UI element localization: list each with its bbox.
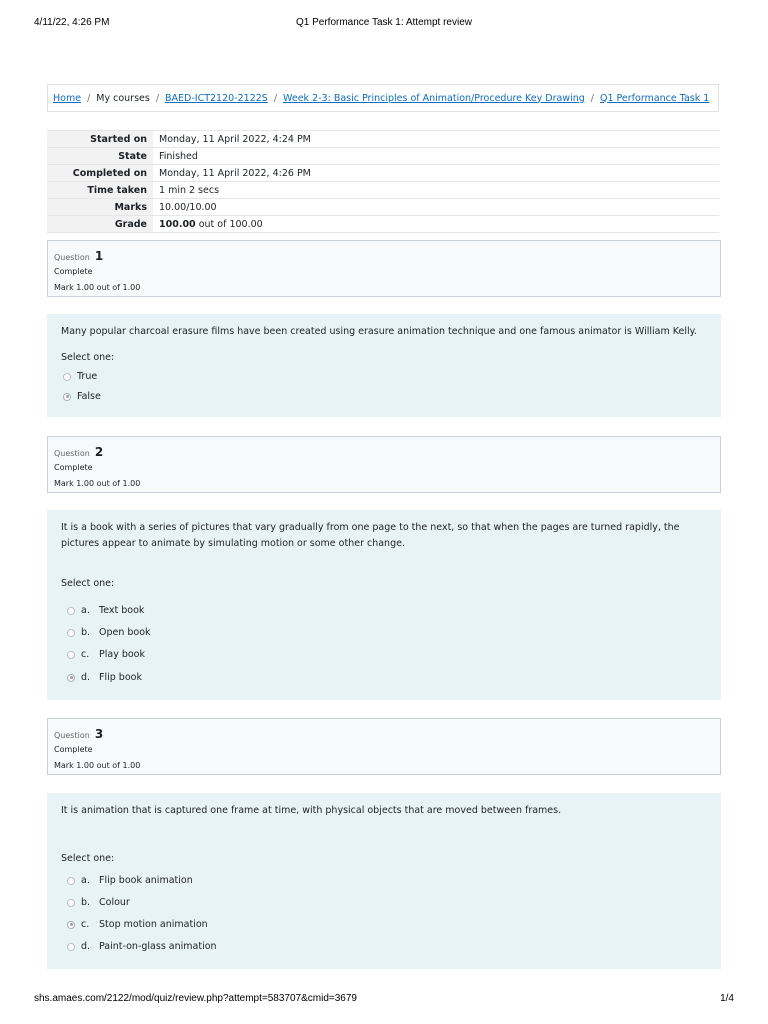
option-letter: c. bbox=[81, 649, 90, 660]
question-text: Many popular charcoal erasure films have been created using erasure animation technique and one famous animator is William Kelly. bbox=[61, 326, 697, 337]
option-letter: d. bbox=[81, 941, 91, 952]
radio-button[interactable] bbox=[67, 943, 75, 951]
print-header bbox=[34, 17, 734, 31]
summary-value: 1 min 2 secs bbox=[153, 182, 719, 199]
answer-option-c[interactable] bbox=[67, 649, 145, 660]
option-text: False bbox=[77, 391, 101, 402]
question-mark: Mark 1.00 out of 1.00 bbox=[54, 761, 141, 770]
question-mark: Mark 1.00 out of 1.00 bbox=[54, 479, 141, 488]
radio-button-checked[interactable] bbox=[67, 674, 75, 682]
question-text: It is animation that is captured one frame at time, with physical objects that are moved between frames. bbox=[61, 805, 562, 816]
breadcrumb-home-link[interactable]: Home bbox=[53, 92, 82, 104]
option-text: Text book bbox=[99, 605, 145, 616]
question-number: 1 bbox=[94, 249, 104, 263]
question-label: Question bbox=[54, 731, 90, 740]
breadcrumb-course-link[interactable]: BAED-ICT2120-2122S bbox=[165, 92, 268, 104]
question-label: Question bbox=[54, 449, 90, 458]
answer-option-true[interactable] bbox=[63, 371, 97, 382]
answer-option-c[interactable] bbox=[67, 919, 208, 930]
print-url: shs.amaes.com/2122/mod/quiz/review.php?attempt=583707&cmid=3679 bbox=[34, 993, 357, 1004]
option-text: Open book bbox=[99, 627, 151, 638]
summary-row-marks bbox=[47, 199, 719, 216]
answer-option-b[interactable] bbox=[67, 897, 130, 908]
question-info-3 bbox=[47, 718, 721, 775]
question-state: Complete bbox=[54, 463, 93, 472]
summary-value: Monday, 11 April 2022, 4:26 PM bbox=[153, 165, 719, 182]
answer-option-false[interactable] bbox=[63, 391, 101, 402]
option-text: Flip book animation bbox=[99, 875, 193, 886]
print-datetime: 4/11/22, 4:26 PM bbox=[34, 17, 110, 28]
question-content-1 bbox=[47, 314, 721, 417]
option-text: True bbox=[77, 371, 98, 382]
question-label: Question bbox=[54, 253, 90, 262]
answer-option-b[interactable] bbox=[67, 627, 151, 638]
breadcrumb-section-link[interactable]: Week 2-3: Basic Principles of Animation/Procedure Key Drawing bbox=[283, 92, 585, 104]
breadcrumb-separator: / bbox=[87, 92, 91, 104]
question-info-2 bbox=[47, 436, 721, 493]
radio-button[interactable] bbox=[67, 899, 75, 907]
radio-button[interactable] bbox=[67, 877, 75, 885]
summary-row-started bbox=[47, 131, 719, 148]
summary-row-completed bbox=[47, 165, 719, 182]
breadcrumb-separator: / bbox=[590, 92, 594, 104]
option-letter: b. bbox=[81, 897, 91, 908]
option-letter: c. bbox=[81, 919, 90, 930]
radio-button[interactable] bbox=[67, 629, 75, 637]
summary-value bbox=[153, 216, 719, 233]
option-text: Flip book bbox=[99, 672, 142, 683]
answer-option-a[interactable] bbox=[67, 875, 193, 886]
grade-out-of: out of 100.00 bbox=[195, 218, 263, 230]
option-text: Stop motion animation bbox=[99, 919, 208, 930]
answer-option-a[interactable] bbox=[67, 605, 144, 616]
question-content-3 bbox=[47, 793, 721, 969]
answer-option-d[interactable] bbox=[67, 941, 217, 952]
radio-button[interactable] bbox=[67, 651, 75, 659]
option-letter: a. bbox=[81, 605, 90, 616]
question-number: 3 bbox=[94, 727, 104, 741]
summary-label: Grade bbox=[47, 216, 153, 233]
radio-button[interactable] bbox=[67, 607, 75, 615]
breadcrumb-separator: / bbox=[155, 92, 160, 104]
summary-label: Time taken bbox=[47, 182, 153, 199]
breadcrumb bbox=[47, 84, 719, 112]
attempt-summary-table bbox=[47, 130, 719, 233]
question-state: Complete bbox=[54, 745, 93, 754]
summary-label: Started on bbox=[47, 131, 153, 148]
question-content-2 bbox=[47, 510, 721, 700]
print-page-number: 1/4 bbox=[720, 993, 734, 1004]
radio-button[interactable] bbox=[63, 373, 71, 381]
option-letter: b. bbox=[81, 627, 91, 638]
summary-row-state bbox=[47, 148, 719, 165]
question-number: 2 bbox=[94, 445, 104, 459]
summary-value: Finished bbox=[153, 148, 719, 165]
option-letter: a. bbox=[81, 875, 90, 886]
answer-option-d[interactable] bbox=[67, 672, 142, 683]
option-text: Paint-on-glass animation bbox=[99, 941, 217, 952]
option-letter: d. bbox=[81, 672, 91, 683]
print-page-title: Q1 Performance Task 1: Attempt review bbox=[295, 17, 472, 28]
summary-row-grade bbox=[47, 216, 719, 233]
option-text: Play book bbox=[99, 649, 145, 660]
question-mark: Mark 1.00 out of 1.00 bbox=[54, 283, 141, 292]
summary-value: Monday, 11 April 2022, 4:24 PM bbox=[153, 131, 719, 148]
radio-button-checked[interactable] bbox=[63, 393, 71, 401]
summary-label: State bbox=[47, 148, 153, 165]
option-text: Colour bbox=[99, 897, 130, 908]
select-one-prompt: Select one: bbox=[61, 853, 115, 864]
breadcrumb-separator: / bbox=[273, 92, 278, 104]
grade-score: 100.00 bbox=[159, 218, 196, 230]
summary-value: 10.00/10.00 bbox=[153, 199, 719, 216]
question-state: Complete bbox=[54, 267, 93, 276]
summary-row-time-taken bbox=[47, 182, 719, 199]
breadcrumb-my-courses: My courses bbox=[96, 92, 150, 104]
breadcrumb-quiz-link[interactable]: Q1 Performance Task 1 bbox=[599, 92, 710, 104]
select-one-prompt: Select one: bbox=[61, 352, 115, 363]
question-text: It is a book with a series of pictures that vary gradually from one page to the next, so that when the pages are turned rapidly, the pictures appear to animate by simulating motion or some other change. bbox=[61, 522, 680, 549]
print-footer bbox=[34, 993, 734, 1007]
select-one-prompt: Select one: bbox=[61, 578, 115, 589]
summary-label: Completed on bbox=[47, 165, 153, 182]
summary-label: Marks bbox=[47, 199, 153, 216]
radio-button-checked[interactable] bbox=[67, 921, 75, 929]
question-info-1 bbox=[47, 240, 721, 297]
